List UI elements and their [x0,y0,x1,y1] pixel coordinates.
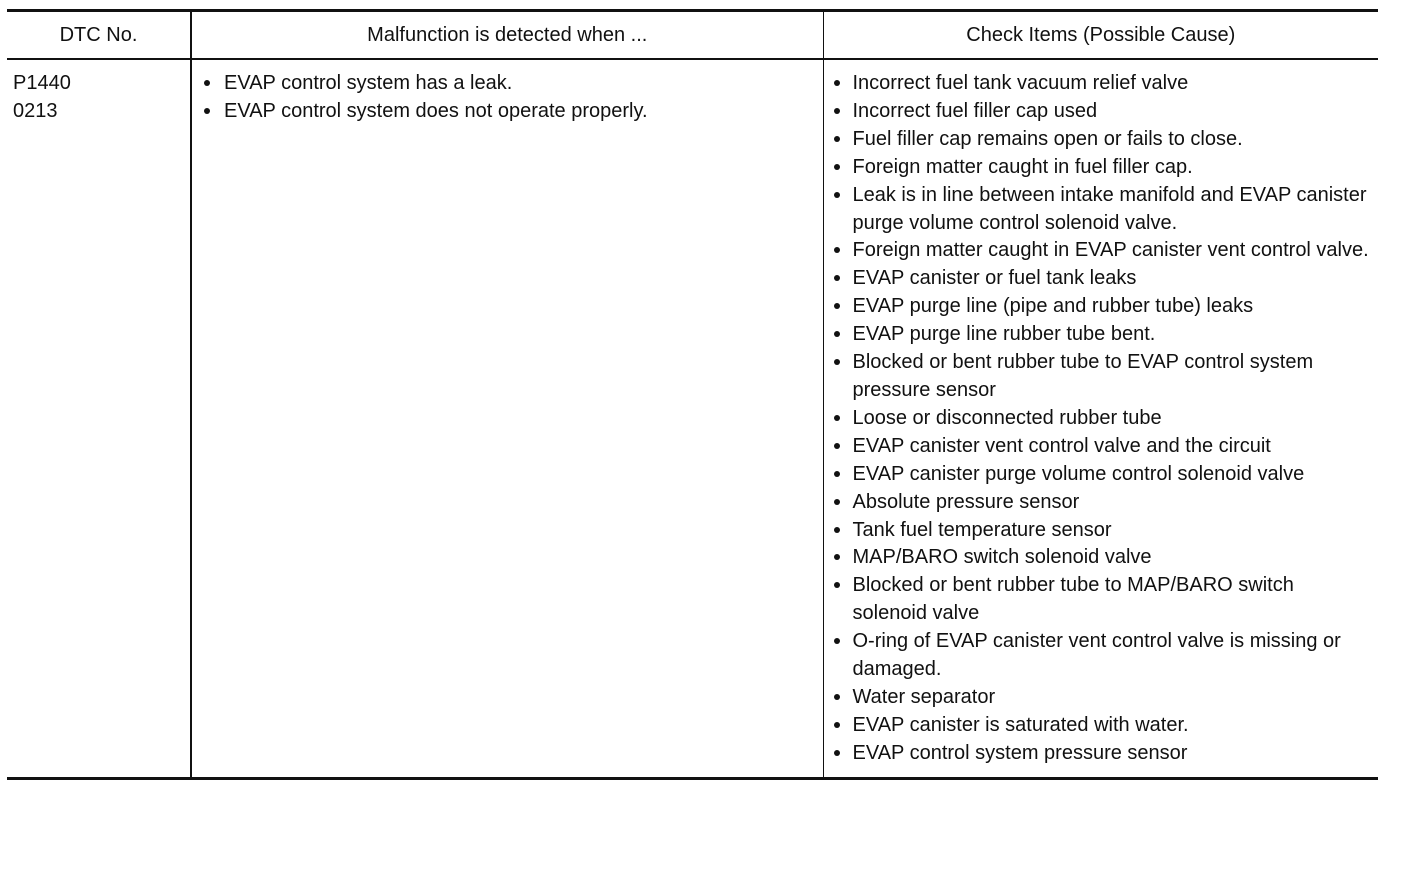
list-item: Fuel filler cap remains open or fails to close. [830,126,1373,154]
table-row [7,59,1378,778]
table-header-row [7,11,1378,60]
list-item: EVAP canister is saturated with water. [830,712,1373,740]
list-item: Blocked or bent rubber tube to EVAP control system pressure sensor [830,349,1373,405]
list-item: EVAP canister vent control valve and the circuit [830,433,1373,461]
list-item: Foreign matter caught in EVAP canister vent control valve. [830,237,1373,265]
list-item: Tank fuel temperature sensor [830,517,1373,545]
list-item: Incorrect fuel tank vacuum relief valve [830,70,1373,98]
list-item: O-ring of EVAP canister vent control valve is missing or damaged. [830,628,1373,684]
malfunction-cell [191,59,823,778]
dtc-code-secondary: 0213 [13,99,58,122]
list-item: Loose or disconnected rubber tube [830,405,1373,433]
list-item: EVAP purge line rubber tube bent. [830,321,1373,349]
list-item: EVAP control system pressure sensor [830,740,1373,768]
list-item: EVAP canister or fuel tank leaks [830,265,1373,293]
dtc-table [7,9,1378,780]
list-item: EVAP purge line (pipe and rubber tube) leaks [830,293,1373,321]
list-item: Foreign matter caught in fuel filler cap. [830,154,1373,182]
list-item: Water separator [830,684,1373,712]
list-item: MAP/BARO switch solenoid valve [830,544,1373,572]
list-item: EVAP control system has a leak. [198,70,817,98]
list-item: Blocked or bent rubber tube to MAP/BARO switch solenoid valve [830,572,1373,628]
header-dtc-no: DTC No. [7,11,191,60]
header-check-items: Check Items (Possible Cause) [966,23,1236,46]
list-item: Incorrect fuel filler cap used [830,98,1373,126]
header-malfunction: Malfunction is detected when ... [191,11,823,60]
check-items-list [830,70,1373,768]
list-item: EVAP canister purge volume control solenoid valve [830,461,1373,489]
list-item: Leak is in line between intake manifold and EVAP canister purge volume control solenoid valve. [830,182,1373,238]
list-item: Absolute pressure sensor [830,489,1373,517]
check-items-cell [823,59,1378,778]
dtc-code-cell [7,59,191,778]
dtc-code-primary: P1440 [13,72,71,94]
malfunction-list [198,70,817,126]
list-item: EVAP control system does not operate properly. [198,98,817,126]
